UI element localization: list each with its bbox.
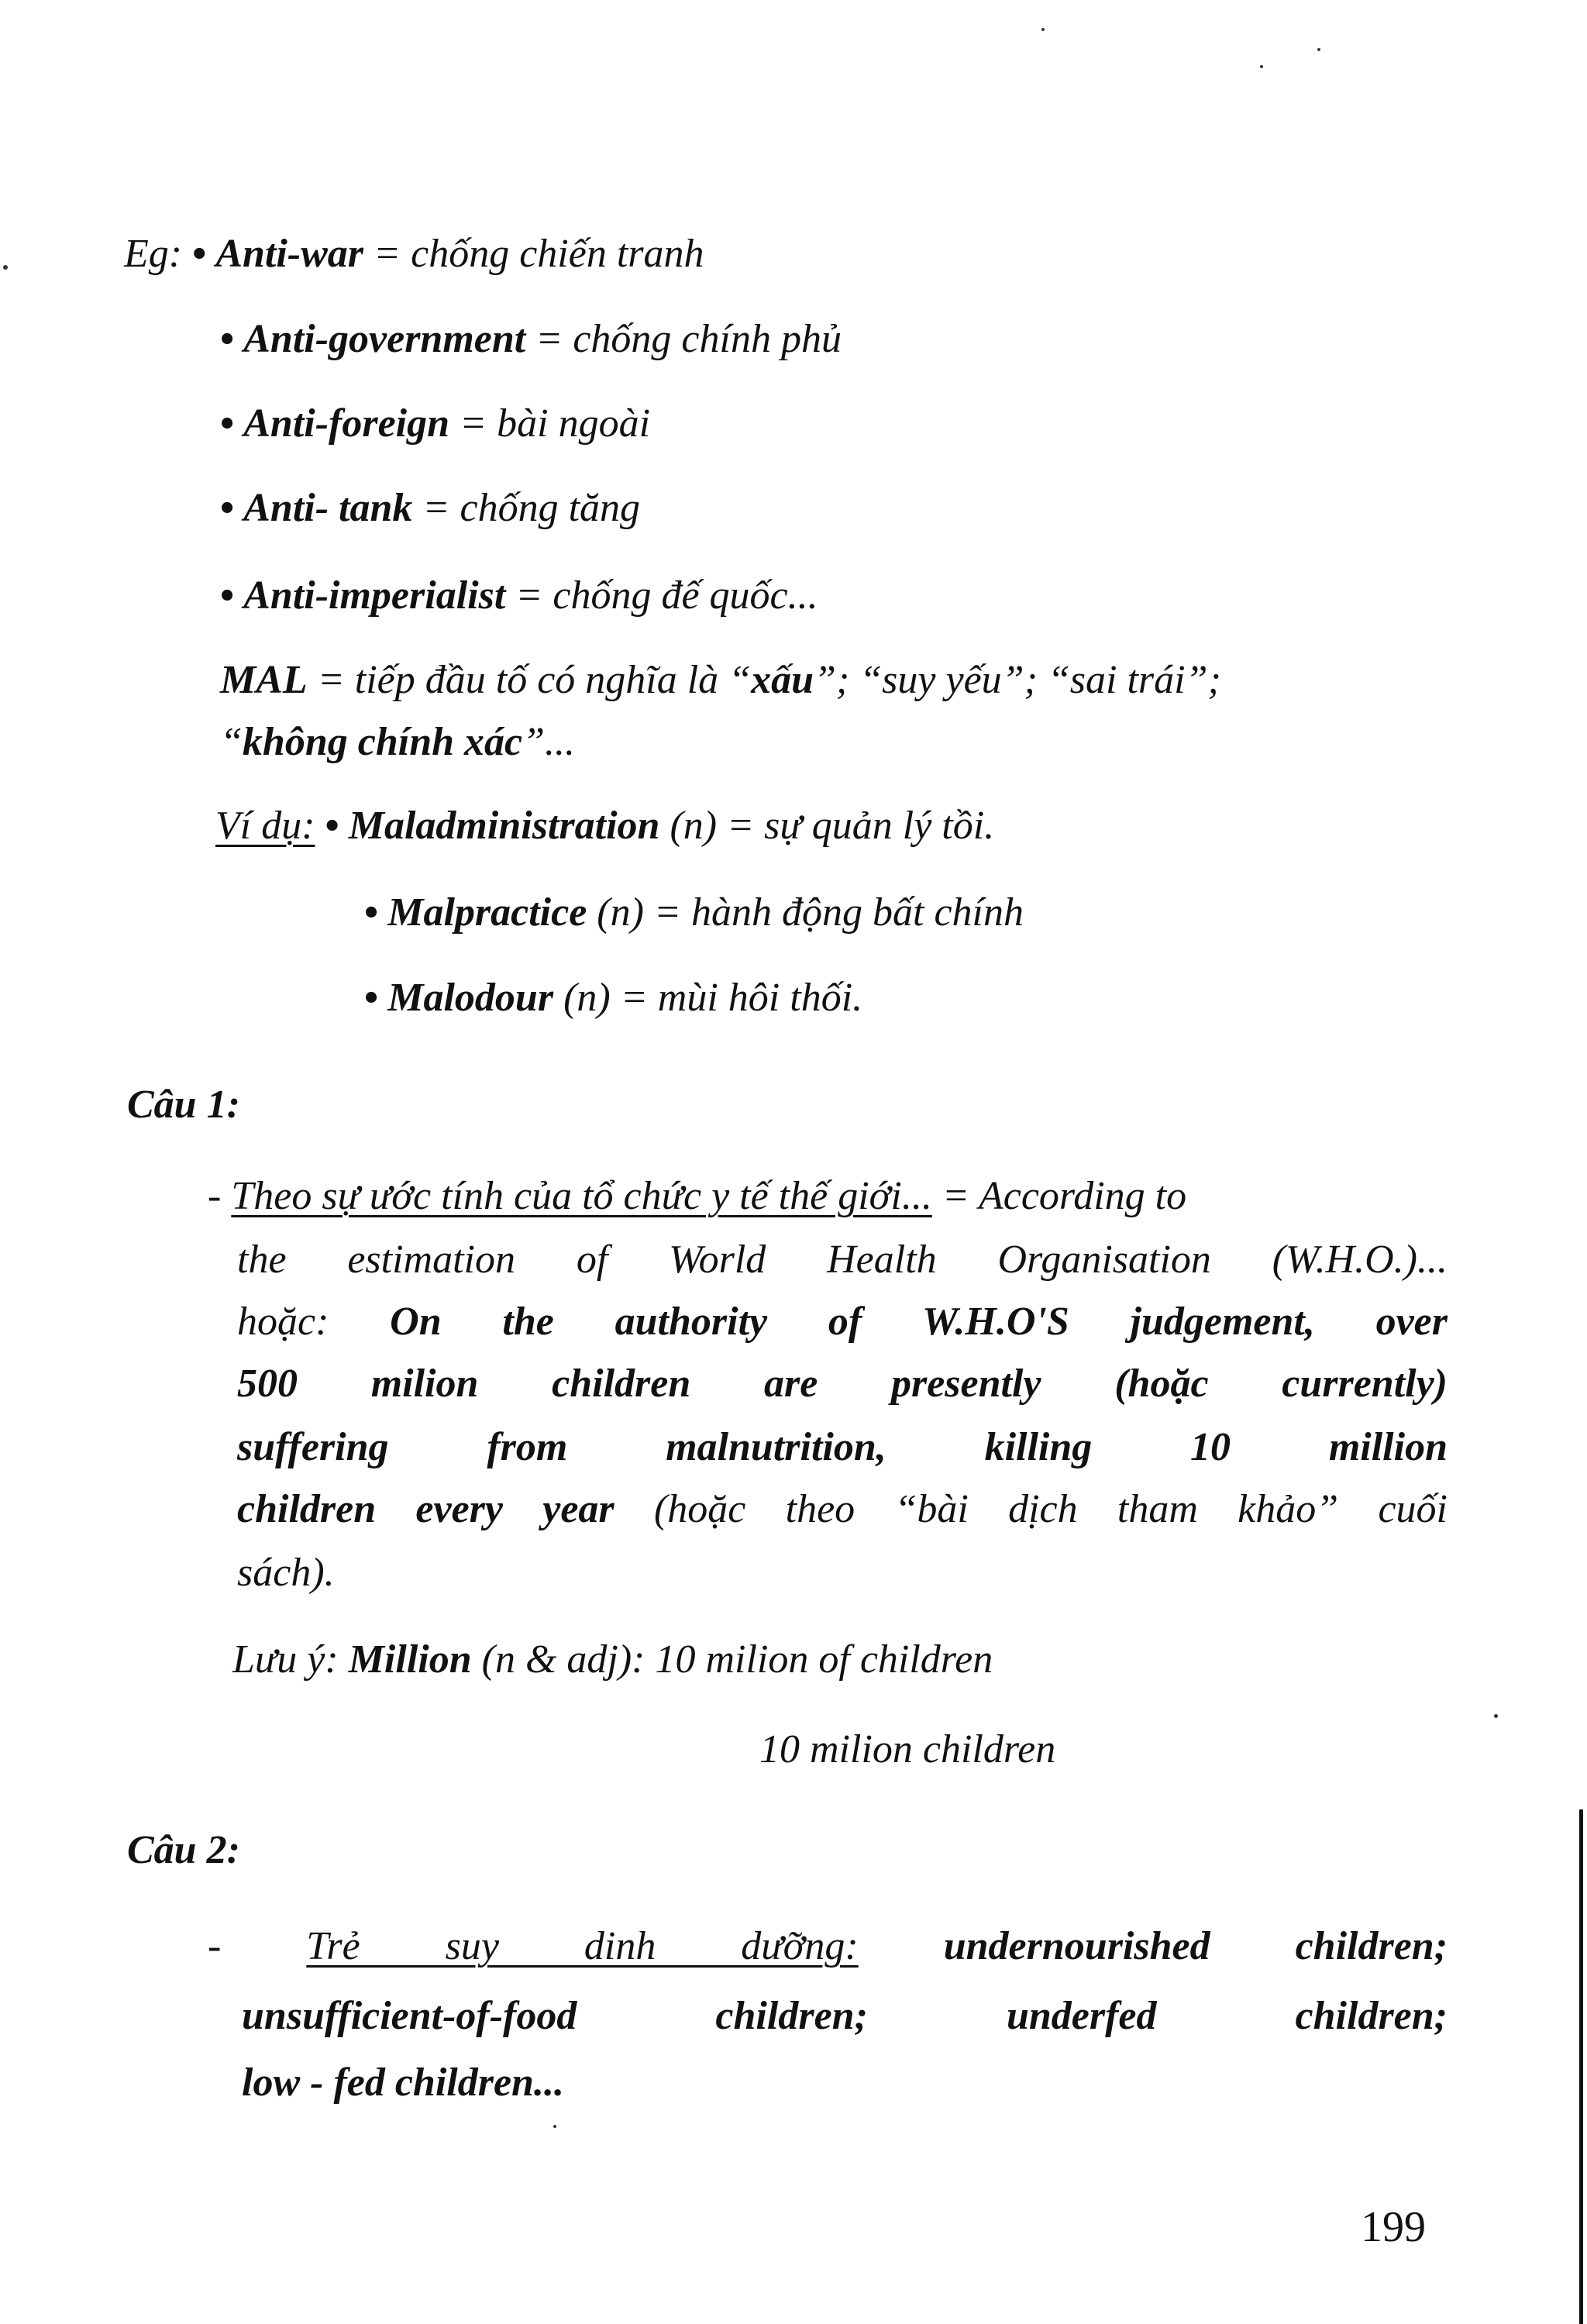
- note-rest: (n & adj): 10 milion of children: [481, 1637, 993, 1682]
- cau2-line-3: low - fed children...: [242, 2061, 564, 2105]
- mal-word-xau: xấu: [751, 658, 814, 702]
- mal-definition-line-2: [220, 718, 575, 767]
- cau2-heading: Câu 2:: [127, 1828, 240, 1872]
- vidu-label: Ví dụ:: [215, 804, 315, 848]
- bullet-icon: •: [220, 486, 235, 530]
- cau1-line-3: [237, 1297, 1448, 1347]
- eg-line-2: [220, 315, 842, 364]
- mal-pos: (n): [563, 976, 611, 1020]
- mal-pos: (n): [670, 804, 718, 848]
- dash: -: [208, 1924, 222, 1968]
- note-label: Lưu ý:: [232, 1637, 339, 1682]
- cau1-line1-rest: = According to: [942, 1174, 1187, 1218]
- dash: -: [208, 1174, 222, 1218]
- mal-line2-bold: không chính xác: [242, 720, 523, 764]
- eg-term: Anti-imperialist: [243, 573, 506, 618]
- scan-edge-line: [1579, 1809, 1583, 2324]
- bullet-icon: •: [220, 317, 235, 361]
- eg-meaning: = chống chính phủ: [535, 317, 842, 361]
- cau1-line6-bold: children every year: [237, 1487, 614, 1531]
- cau1-note-line-1: [232, 1635, 993, 1685]
- mal-example-line-2: [364, 888, 1024, 938]
- mal-definition-line-1: [220, 656, 1221, 705]
- bullet-icon: •: [220, 573, 235, 618]
- scan-speck: [1260, 65, 1263, 68]
- mal-example-line-3: [364, 973, 862, 1023]
- eg-meaning: = chống chiến tranh: [374, 232, 704, 276]
- cau1-line-1: [208, 1172, 1186, 1221]
- eg-line-4: [220, 484, 640, 533]
- eg-line-1: [124, 229, 704, 279]
- cau1-line-4: 500 milion children are presently (hoặc currently): [237, 1362, 1448, 1406]
- scan-speck: [1041, 28, 1045, 31]
- eg-term: Anti- tank: [243, 486, 413, 530]
- cau1-line-5: suffering from malnutrition, killing 10 million: [237, 1425, 1448, 1469]
- cau1-line6-normal: (hoặc theo “bài dịch tham khảo” cuối: [653, 1487, 1448, 1531]
- cau1-heading: Câu 1:: [127, 1083, 240, 1127]
- mal-pos: (n): [597, 890, 644, 935]
- cau1-line-2: the estimation of World Health Organisation (W.H.O.)...: [237, 1238, 1448, 1282]
- eg-meaning: = chống tăng: [422, 486, 641, 530]
- note-bold: Million: [348, 1637, 472, 1682]
- mal-term: Maladministration: [348, 804, 660, 848]
- eg-meaning: = bài ngoài: [460, 401, 651, 446]
- cau1-line-7: sách).: [237, 1551, 335, 1595]
- bullet-icon: •: [220, 401, 235, 446]
- mal-def-part1: = tiếp đầu tố có nghĩa là “: [317, 658, 752, 702]
- eg-line-3: [220, 399, 650, 449]
- eg-meaning: = chống đế quốc...: [515, 573, 818, 618]
- cau2-underlined: Trẻ suy dinh dưỡng:: [306, 1924, 859, 1968]
- page-number: 199: [1361, 2203, 1426, 2251]
- bullet-icon: •: [364, 890, 379, 935]
- mal-line2-close: ”...: [522, 720, 576, 764]
- scan-speck: [3, 265, 8, 270]
- cau1-line-6: [237, 1485, 1448, 1534]
- bullet-icon: •: [364, 976, 379, 1020]
- mal-def-part2: ”; “suy yếu”; “sai trái”;: [814, 658, 1221, 702]
- cau1-underlined: Theo sự ước tính của tổ chức y tế thế giới...: [231, 1174, 932, 1218]
- mal-prefix: MAL: [220, 658, 308, 702]
- mal-meaning: = mùi hôi thối.: [620, 976, 863, 1020]
- bullet-icon: •: [325, 804, 339, 848]
- scan-speck: [553, 2125, 556, 2128]
- eg-term: Anti-war: [215, 232, 364, 276]
- cau1-note-line-2: 10 milion children: [759, 1727, 1056, 1771]
- cau2-line1-rest: undernourished children;: [943, 1924, 1448, 1968]
- mal-term: Malodour: [387, 976, 554, 1020]
- cau2-line-1: [208, 1922, 1448, 1971]
- mal-line2-open: “: [220, 720, 243, 764]
- cau1-line3-bold: On the authority of W.H.O'S judgement, over: [390, 1300, 1448, 1344]
- eg-label: Eg:: [124, 232, 183, 276]
- cau2-line-2: unsufficient-of-food children; underfed children;: [242, 1994, 1448, 2038]
- mal-example-line-1: [215, 801, 994, 851]
- mal-term: Malpractice: [387, 890, 587, 935]
- mal-meaning: = sự quản lý tồi.: [727, 804, 995, 848]
- scan-speck: [1317, 48, 1320, 51]
- eg-line-5: [220, 571, 818, 621]
- eg-term: Anti-government: [243, 317, 526, 361]
- scan-speck: [1494, 1714, 1498, 1718]
- bullet-icon: •: [192, 232, 207, 276]
- mal-meaning: = hành động bất chính: [653, 890, 1024, 935]
- eg-term: Anti-foreign: [243, 401, 450, 446]
- cau1-line3-normal: hoặc:: [237, 1300, 329, 1344]
